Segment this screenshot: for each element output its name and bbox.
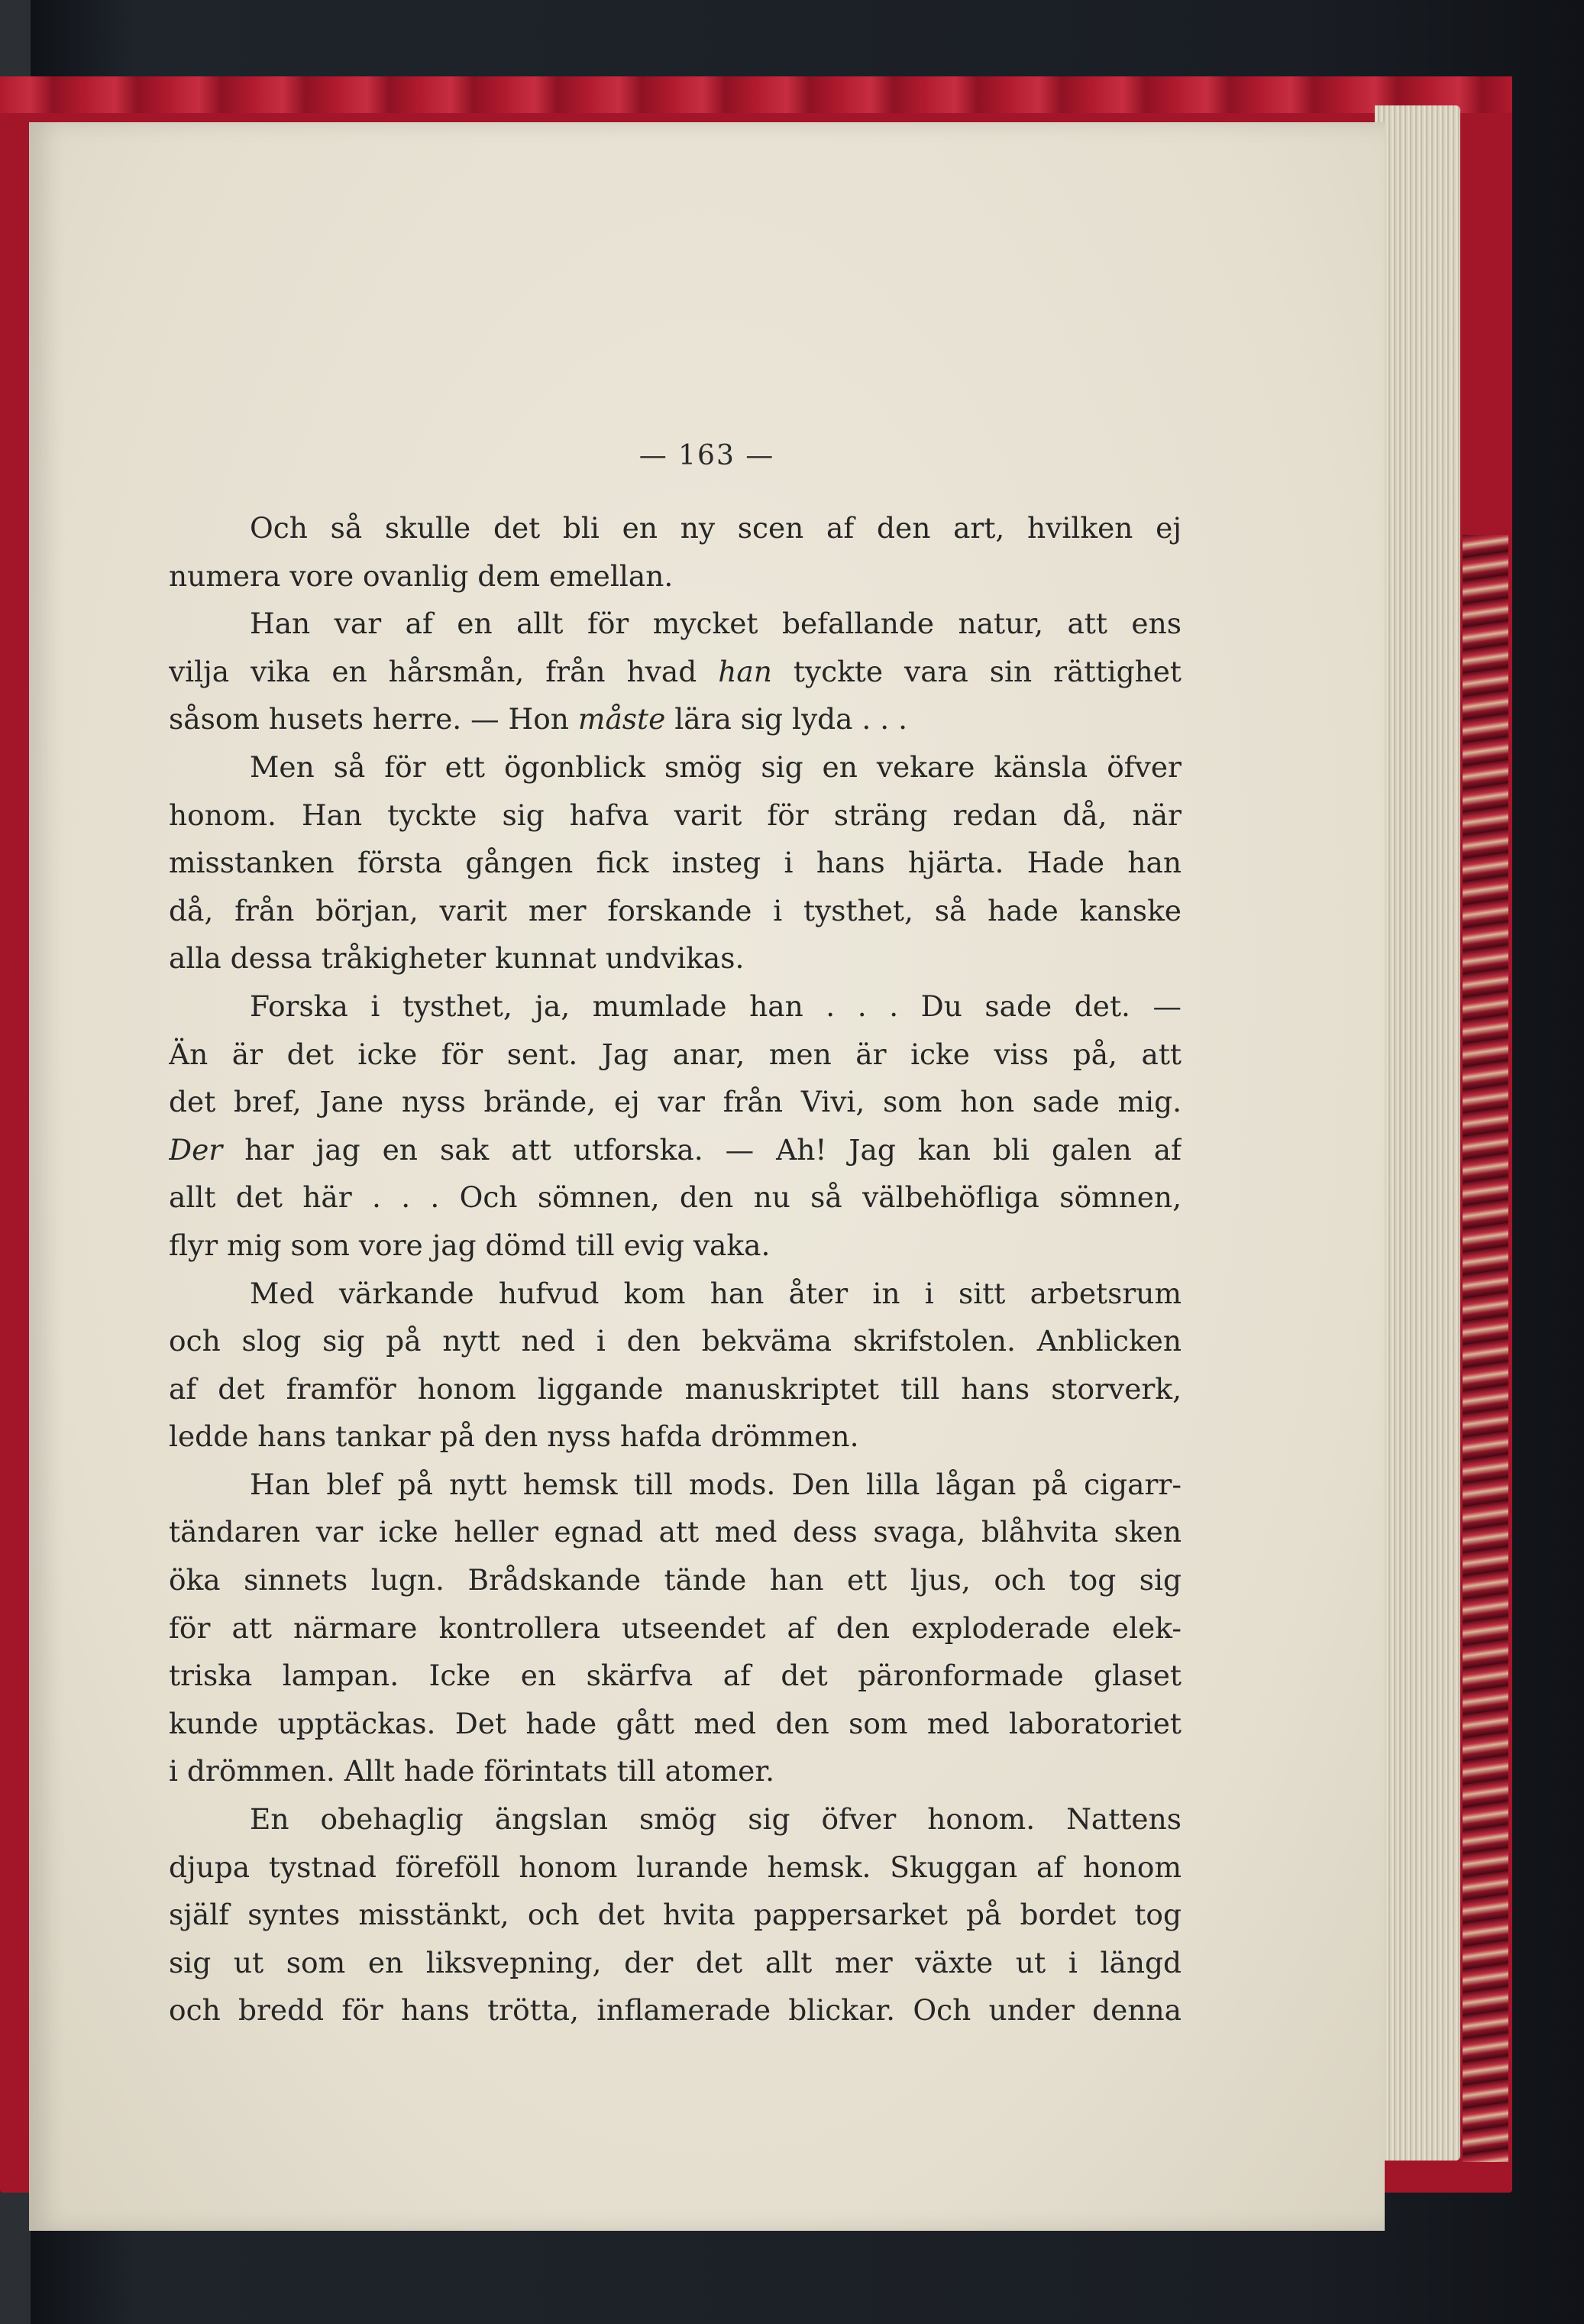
- text-line: öka sinnets lugn. Brådskande tände han ett ljus, och tog sig: [169, 1563, 1182, 1597]
- text-line: numera vore ovanlig dem emellan.: [169, 558, 674, 593]
- italic-word: han: [718, 654, 772, 688]
- body-text: [169, 504, 1182, 2034]
- text-line: för att närmare kontrollera utseendet af den exploderade elek-: [169, 1610, 1182, 1645]
- text-line: En obehaglig ängslan smög sig öfver honom. Nattens: [250, 1802, 1182, 1837]
- text-line: Än är det icke för sent. Jag anar, men är icke viss på, att: [169, 1037, 1182, 1071]
- page-edge-stack: [1375, 105, 1460, 2161]
- marbled-cover-edge: [1463, 535, 1508, 2162]
- text-line: flyr mig som vore jag dömd till evig vaka.: [169, 1228, 771, 1262]
- text-line: i drömmen. Allt hade förintats till atomer.: [169, 1754, 775, 1788]
- text-line: Forska i tysthet, ja, mumlade han . . . Du sade det. —: [250, 989, 1182, 1023]
- text-line: af det framför honom liggande manuskriptet till hans storverk,: [169, 1371, 1182, 1406]
- text-line: Men så för ett ögonblick smög sig en vekare känsla öfver: [250, 749, 1182, 784]
- text-line: Han blef på nytt hemsk till mods. Den lilla lågan på cigarr-: [250, 1467, 1182, 1501]
- text-line: tändaren var icke heller egnad att med dess svaga, blåhvita sken: [169, 1515, 1182, 1549]
- text-line: allt det här . . . Och sömnen, den nu så välbehöfliga sömnen,: [169, 1180, 1182, 1215]
- book-cover-top-edge: [0, 76, 1512, 113]
- text-line: honom. Han tyckte sig hafva varit för sträng redan då, när: [169, 798, 1182, 832]
- italic-word: Der: [169, 1132, 223, 1167]
- text-line: det bref, Jane nyss brände, ej var från Vivi, som hon sade mig.: [169, 1085, 1182, 1119]
- text-line: då, från början, varit mer forskande i tysthet, så hade kanske: [169, 893, 1182, 927]
- text-line: kunde upptäckas. Det hade gått med den som med laboratoriet: [169, 1706, 1182, 1740]
- page-number: — 163 —: [638, 440, 775, 471]
- text-line: och slog sig på nytt ned i den bekväma skrifstolen. Anblicken: [169, 1324, 1182, 1358]
- book-page: [29, 122, 1385, 2231]
- text-line: vilja vika en hårsmån, från hvad han tyckte vara sin rättighet: [169, 654, 1182, 688]
- text-line: Och så skulle det bli en ny scen af den art, hvilken ej: [250, 511, 1182, 545]
- text-line: Med värkande hufvud kom han åter in i sitt arbetsrum: [250, 1276, 1182, 1310]
- italic-word: måste: [577, 702, 666, 736]
- text-line: misstanken första gången fick insteg i hans hjärta. Hade han: [169, 846, 1182, 880]
- text-line: såsom husets herre. — Hon måste lära sig lyda . . .: [169, 702, 908, 736]
- text-line: sig ut som en liksvepning, der det allt mer växte ut i längd: [169, 1945, 1182, 1979]
- text-line: Han var af en allt för mycket befallande natur, att ens: [250, 607, 1182, 641]
- text-line: ledde hans tankar på den nyss hafda drömmen.: [169, 1419, 859, 1454]
- text-line: och bredd för hans trötta, inflamerade blickar. Och under denna: [169, 1993, 1182, 2028]
- text-line: djupa tystnad föreföll honom lurande hemsk. Skuggan af honom: [169, 1850, 1182, 1884]
- text-line: triska lampan. Icke en skärfva af det päronformade glaset: [169, 1659, 1182, 1693]
- text-line: själf syntes misstänkt, och det hvita pappersarket på bordet tog: [169, 1898, 1182, 1932]
- text-line: alla dessa tråkigheter kunnat undvikas.: [169, 941, 745, 976]
- text-line: Der har jag en sak att utforska. — Ah! Jag kan bli galen af: [169, 1132, 1182, 1167]
